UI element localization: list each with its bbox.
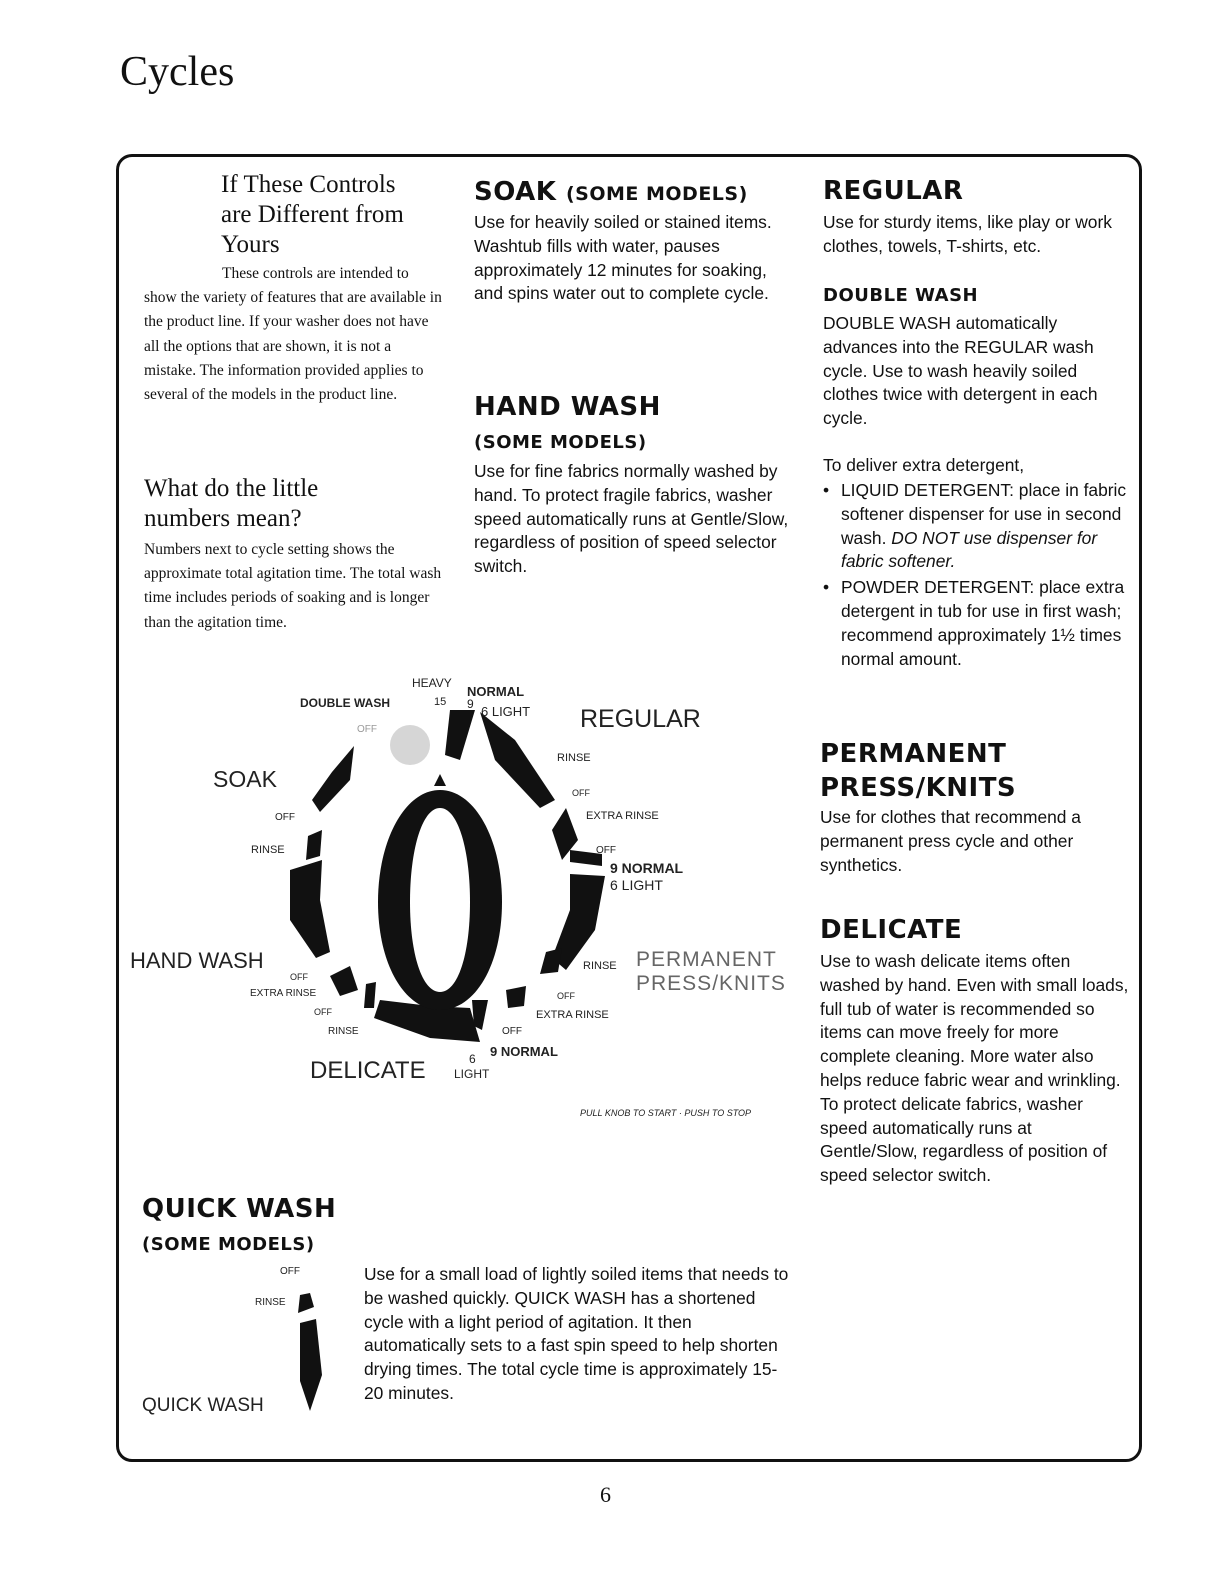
dial-rinse-right-label: RINSE xyxy=(557,752,591,764)
little-numbers-heading-line: What do the little xyxy=(144,475,319,502)
regular-text: Use for sturdy items, like play or work clothes, towels, T-shirts, etc. xyxy=(823,212,1112,256)
powder-detergent-text: place extra detergent in tub for use in first wash; recommend approximately 1½ times normal amount. xyxy=(841,577,1125,669)
dial-15-label: 15 xyxy=(434,696,447,708)
dial-soak-label: SOAK xyxy=(213,766,277,792)
double-wash-lead: To deliver extra detergent, xyxy=(823,455,1025,475)
page-number: 6 xyxy=(600,1482,611,1507)
dial-pp-rinse-segment xyxy=(540,948,562,974)
powder-detergent-label: POWDER DETERGENT: xyxy=(841,577,1035,598)
soak-text: Use for heavily soiled or stained items. Washtub fills with water, pauses approximately 12 minutes for soaking, and spins water out to complete cycle. xyxy=(474,212,772,304)
quick-wash-heading: QUICK WASH xyxy=(142,1194,337,1224)
liquid-detergent-text: place in fabric softener dispenser for use in second wash. xyxy=(841,480,1127,548)
quick-wash-off-label: OFF xyxy=(280,1266,300,1277)
dial-off-soak-label: OFF xyxy=(275,812,295,823)
intro-heading-line: are Different from xyxy=(221,201,404,228)
soak-heading-text: SOAK xyxy=(474,177,557,207)
hand-wash-text: Use for fine fabrics normally washed by hand. To protect fragile fabrics, washer speed automatically runs at Gentle/Slow, regardless of position of speed selector switch. xyxy=(474,461,789,577)
dial-extra-rinse-pp-label: EXTRA RINSE xyxy=(536,1009,609,1021)
permanent-press-heading-line: PERMANENT xyxy=(820,739,1007,769)
dial-regular-label: REGULAR xyxy=(580,705,701,733)
permanent-press-heading xyxy=(820,737,1016,805)
intro-text: These controls are intended to show the variety of features that are available in the product line. If your washer does not have all the options that are shown, it is not a mistake. The information provided applies to several of the models in the product line. xyxy=(144,265,442,404)
dial-rinse-left2-label: RINSE xyxy=(328,1026,359,1037)
dial-press-knits-label: PRESS/KNITS xyxy=(636,972,786,995)
dial-pp-extra-rinse-segment xyxy=(506,986,526,1008)
dial-extra-rinse-right-label: EXTRA RINSE xyxy=(586,810,659,822)
intro-heading xyxy=(221,170,461,260)
dial-pull-knob-label: PULL KNOB TO START · PUSH TO STOP xyxy=(580,1108,752,1118)
dial-9-top-label: 9 xyxy=(467,697,474,711)
dial-regular-segment xyxy=(480,712,555,808)
dial-6-light-right-label: 6 LIGHT xyxy=(610,877,663,893)
quick-wash-subheading: (SOME MODELS) xyxy=(142,1234,315,1255)
dial-off-hw-label: OFF xyxy=(290,972,308,982)
little-numbers-heading xyxy=(144,474,444,534)
quick-wash-text: Use for a small load of lightly soiled items that needs to be washed quickly. QUICK WASH has a shortened cycle with a light period of agitation. It then automatically sets to a fast spin speed to help shorten drying times. The total cycle time is approximately 15-20 minutes. xyxy=(364,1264,789,1403)
dial-6-bottom-label: 6 xyxy=(469,1052,476,1066)
dial-delicate-label: DELICATE xyxy=(310,1057,426,1084)
dial-rinse-left-label: RINSE xyxy=(251,844,285,856)
soak-heading xyxy=(474,177,748,210)
hand-wash-heading: HAND WASH xyxy=(474,392,661,422)
page-title: Cycles xyxy=(120,49,235,95)
dial-off-right2-label: OFF xyxy=(596,845,616,856)
dial-off-shaded xyxy=(390,725,430,765)
dial-hand-wash-segment xyxy=(290,860,330,958)
dial-rinse-left-segment xyxy=(306,830,322,860)
permanent-press-text: Use for clothes that recommend a permanent press cycle and other synthetics. xyxy=(820,807,1081,875)
double-wash-text: DOUBLE WASH automatically advances into the REGULAR wash cycle. Use to wash heavily soiled clothes twice with detergent in each cycle. xyxy=(823,313,1098,429)
permanent-press-heading-line: PRESS/KNITS xyxy=(820,773,1017,803)
delicate-heading: DELICATE xyxy=(820,915,963,945)
dial-double-wash-label: DOUBLE WASH xyxy=(300,696,390,710)
dial-9-normal-bottom-label: 9 NORMAL xyxy=(490,1044,558,1059)
dial-off-pp-label: OFF xyxy=(557,991,575,1001)
double-wash-heading: DOUBLE WASH xyxy=(823,285,979,306)
dial-hand-wash-label: HAND WASH xyxy=(130,948,264,973)
little-numbers-text: Numbers next to cycle setting shows the approximate total agitation time. The total wash time includes periods of soaking and is longer than the agitation time. xyxy=(144,541,442,631)
regular-heading: REGULAR xyxy=(823,176,964,206)
liquid-detergent-label: LIQUID DETERGENT: xyxy=(841,480,1014,500)
quick-wash-dial-label: QUICK WASH xyxy=(142,1395,264,1416)
liquid-detergent-warning: DO NOT use dispenser for fabric softener. xyxy=(841,527,1098,572)
dial-off-right-label: OFF xyxy=(572,788,590,798)
dial-6-light-top-label: 6 LIGHT xyxy=(481,704,531,719)
quick-wash-rinse-segment xyxy=(298,1293,314,1313)
dial-pointer-icon xyxy=(434,774,446,786)
dial-soak-segment xyxy=(312,746,354,812)
delicate-text: Use to wash delicate items often washed by hand. Even with small loads, full tub of water is recommended so items can move freely for more complete cleaning. More water also helps reduce fabric wear and wrinkling. To protect delicate fabrics, washer speed automatically runs at Gentle/Slow, regardless of position of speed selector switch. xyxy=(820,951,1129,1186)
dial-knob-highlight xyxy=(410,808,470,992)
intro-heading-line: If These Controls xyxy=(221,171,396,198)
dial-light-bottom-label: LIGHT xyxy=(454,1067,490,1081)
dial-rinse-pp-label: RINSE xyxy=(583,960,617,972)
quick-wash-segment xyxy=(300,1319,322,1411)
dial-heavy-label: HEAVY xyxy=(412,676,452,690)
dial-pp-off-segment xyxy=(472,1000,488,1030)
little-numbers-heading-line: numbers mean? xyxy=(144,505,302,532)
liquid-detergent-item xyxy=(823,479,1128,574)
quick-wash-rinse-label: RINSE xyxy=(255,1297,286,1308)
dial-9-normal-right-label: 9 NORMAL xyxy=(610,860,684,876)
dial-off-bottom-label: OFF xyxy=(502,1026,522,1037)
dial-extra-rinse-left-label: EXTRA RINSE xyxy=(250,988,317,999)
dial-normal-top-label: NORMAL xyxy=(467,684,525,699)
powder-detergent-item xyxy=(823,576,1128,671)
soak-subheading: (SOME MODELS) xyxy=(565,183,748,205)
dial-permanent-label: PERMANENT xyxy=(636,948,777,971)
hand-wash-subheading: (SOME MODELS) xyxy=(474,432,647,453)
dial-delicate-rinse-segment xyxy=(364,982,376,1008)
detergent-list xyxy=(823,479,1128,671)
dial-off-top-label: OFF xyxy=(357,724,377,735)
dial-off-left2-label: OFF xyxy=(314,1007,332,1017)
intro-heading-line: Yours xyxy=(221,231,280,258)
dial-extra-rinse-segment xyxy=(330,966,358,996)
dial-regular-segment xyxy=(445,710,475,760)
